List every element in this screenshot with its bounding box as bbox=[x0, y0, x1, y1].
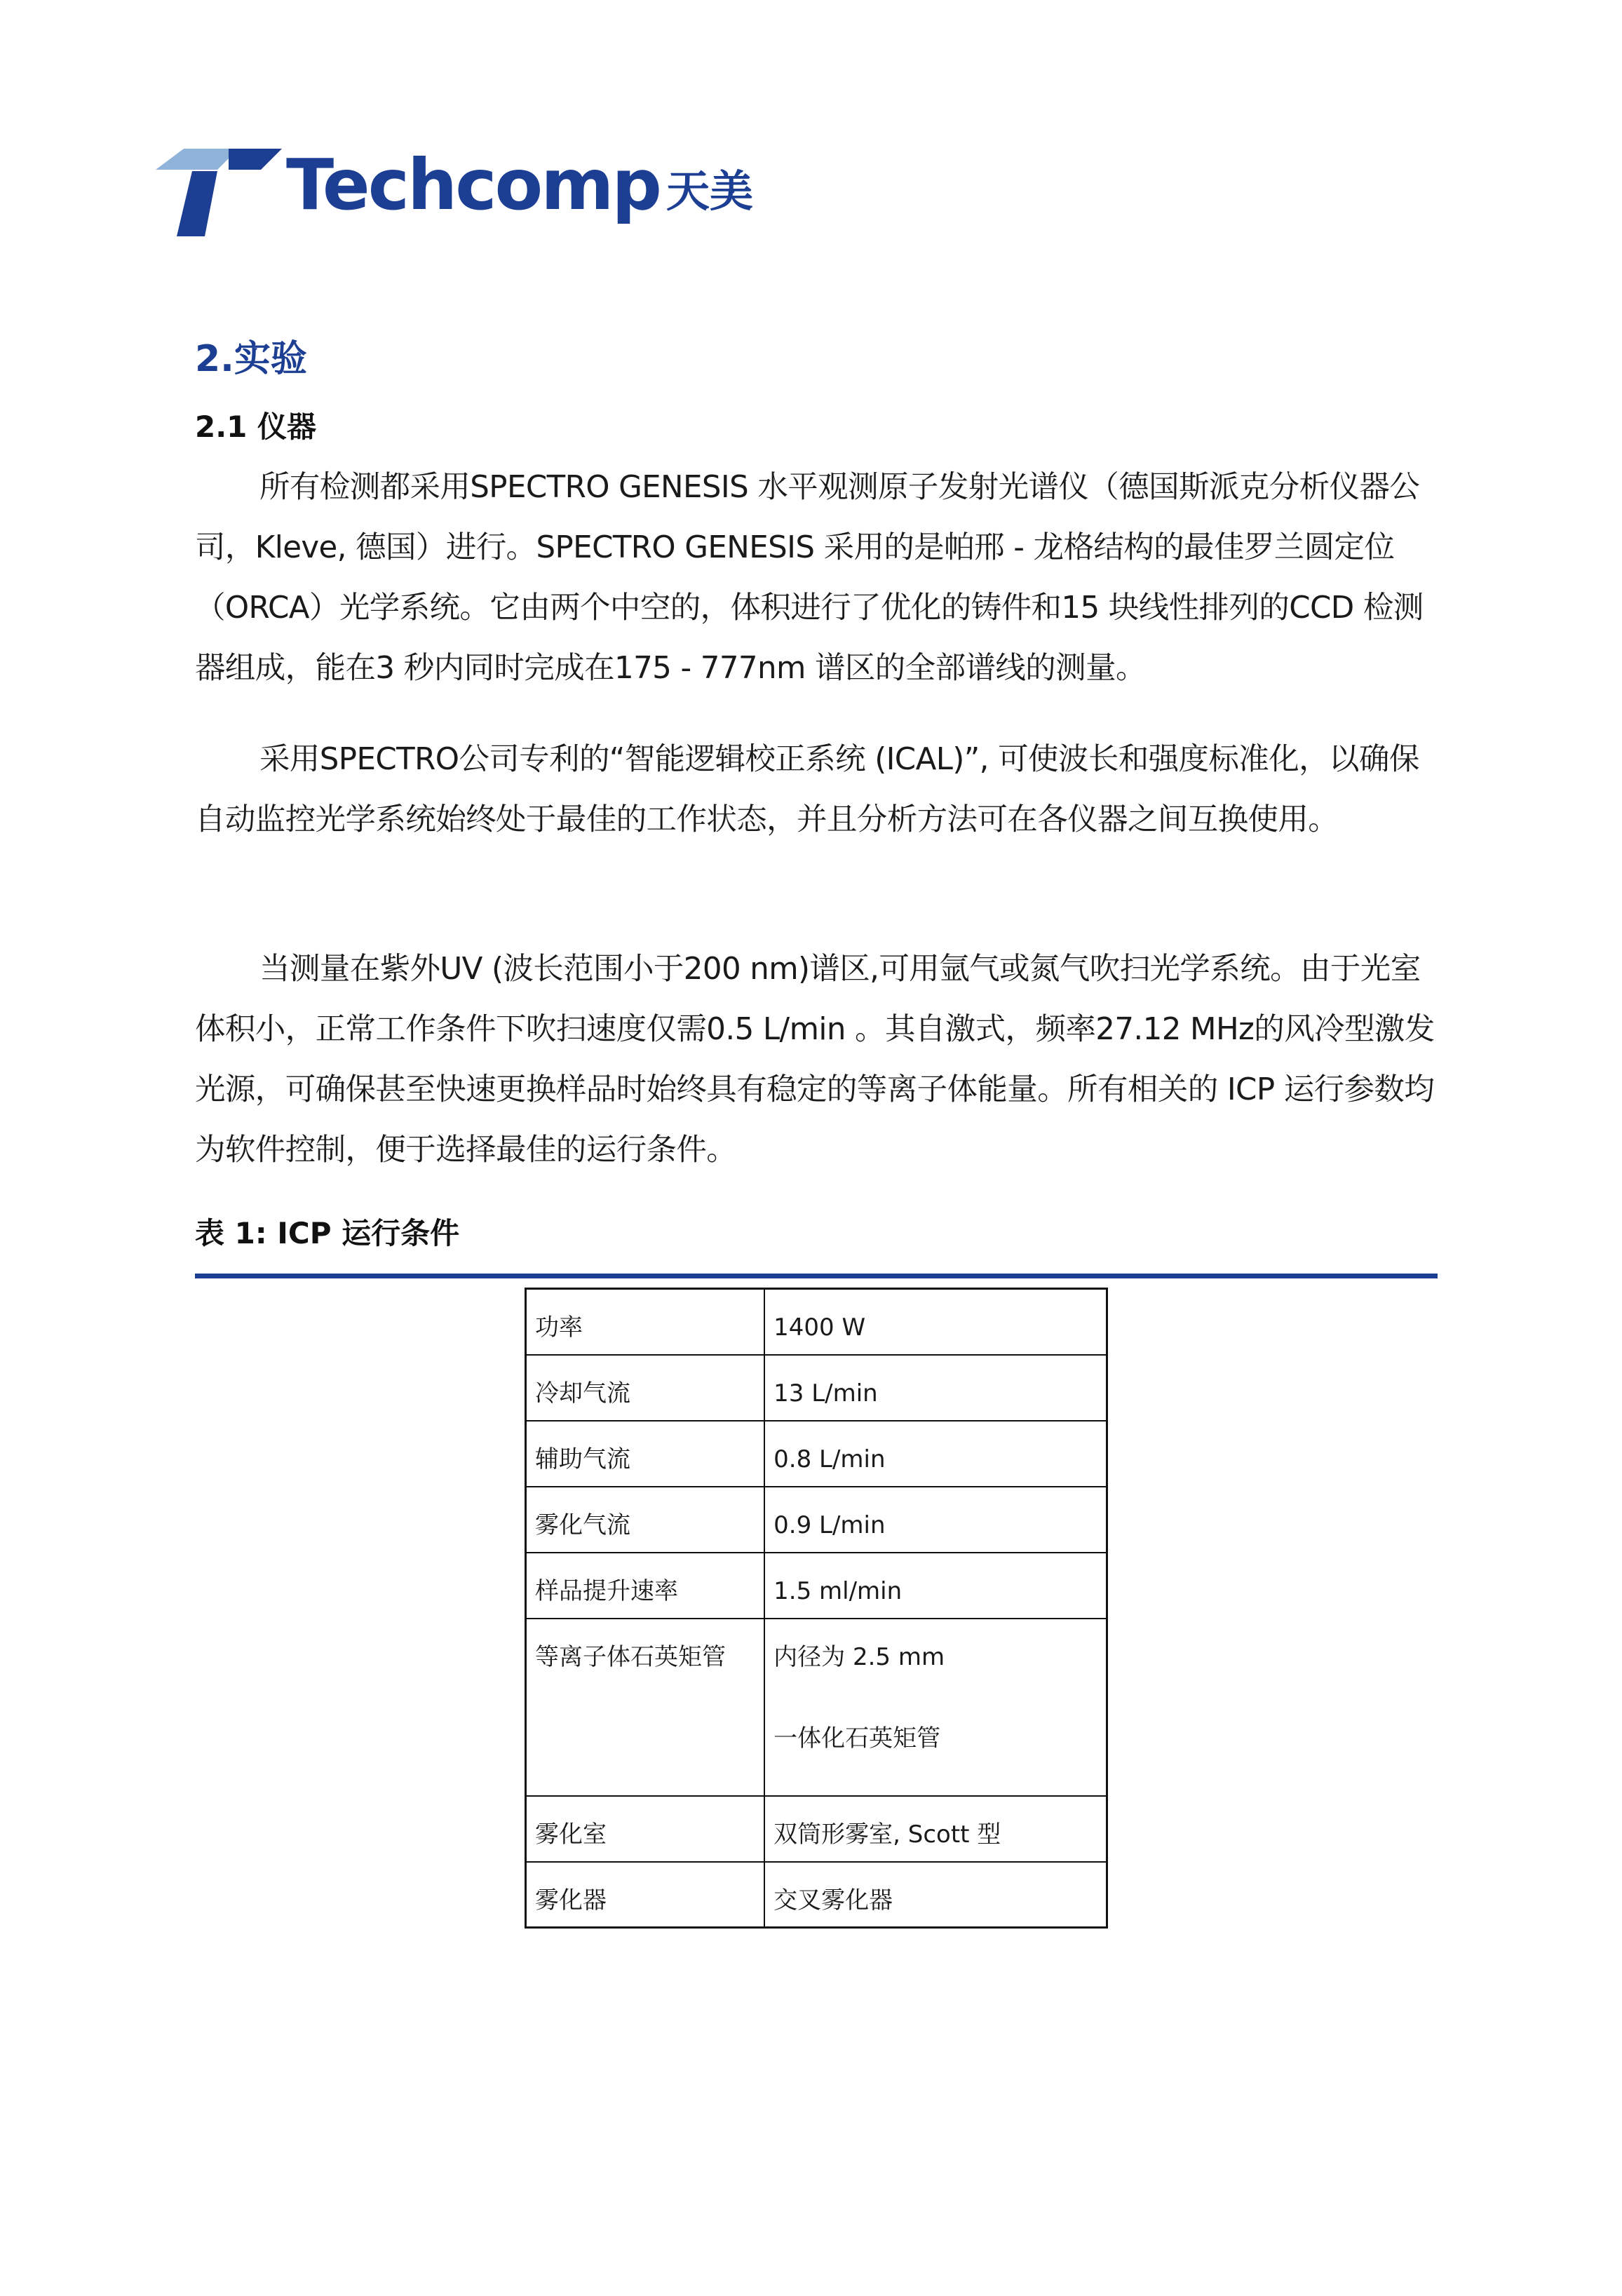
caption-divider bbox=[195, 1274, 1438, 1278]
table-cell-label: 样品提升速率 bbox=[526, 1553, 765, 1619]
paragraph-instrument: 所有检测都采用SPECTRO GENESIS 水平观测原子发射光谱仪（德国斯派克分析仪器公司，Kleve, 德国）进行。SPECTRO GENESIS 采用的是帕邢 - 龙格结构的最佳罗兰圆定位（ORCA）光学系统。它由两个中空的，体积进行了优化的铸件和15 块线性排列的CCD 检测器组成，能在3 秒内同时完成在175 - 777nm 谱区的全部谱线的测量。 bbox=[195, 470, 1424, 686]
table-row bbox=[526, 1862, 1107, 1928]
table-cell-value-line1: 内径为 2.5 mm bbox=[773, 1642, 945, 1671]
table-row bbox=[526, 1289, 1107, 1355]
subsection-title: 2.1 仪器 bbox=[195, 410, 317, 444]
table-row bbox=[526, 1553, 1107, 1619]
table-cell-value: 1400 W bbox=[764, 1289, 1107, 1355]
paragraph-ical: 采用SPECTRO公司专利的“智能逻辑校正系统 (ICAL)”, 可使波长和强度标准化，以确保自动监控光学系统始终处于最佳的工作状态，并且分析方法可在各仪器之间互换使用。 bbox=[195, 742, 1419, 837]
table-cell-label: 冷却气流 bbox=[526, 1355, 765, 1421]
company-logo bbox=[156, 144, 773, 240]
table-cell-value: 13 L/min bbox=[764, 1355, 1107, 1421]
table-row bbox=[526, 1619, 1107, 1796]
logo-wordmark: Techcomp bbox=[286, 144, 660, 226]
table-cell-value bbox=[764, 1619, 1107, 1796]
table-cell-label: 等离子体石英矩管 bbox=[526, 1619, 765, 1796]
icp-parameters-table bbox=[525, 1288, 1108, 1929]
logo-wordmark-cn: 天美 bbox=[666, 166, 754, 217]
paragraph-uv-purge: 当测量在紫外UV (波长范围小于200 nm)谱区,可用氩气或氮气吹扫光学系统。由于光室体积小，正常工作条件下吹扫速度仅需0.5 L/min 。其自激式，频率27.12 MHz的风冷型激发光源，可确保甚至快速更换样品时始终具有稳定的等离子体能量。所有相关的 ICP 运行参数均为软件控制，便于选择最佳的运行条件。 bbox=[195, 952, 1435, 1168]
table-cell-value: 1.5 ml/min bbox=[764, 1553, 1107, 1619]
techcomp-t-logo-icon bbox=[156, 149, 282, 236]
table-row bbox=[526, 1487, 1107, 1553]
table-cell-label: 雾化器 bbox=[526, 1862, 765, 1928]
table-cell-label: 辅助气流 bbox=[526, 1421, 765, 1487]
table-cell-value: 0.8 L/min bbox=[764, 1421, 1107, 1487]
table-cell-value-line2: 一体化石英矩管 bbox=[773, 1724, 941, 1753]
table-cell-value: 0.9 L/min bbox=[764, 1487, 1107, 1553]
table-cell-label: 雾化室 bbox=[526, 1796, 765, 1862]
table-row bbox=[526, 1355, 1107, 1421]
table-cell-value: 双筒形雾室, Scott 型 bbox=[764, 1796, 1107, 1862]
table-row bbox=[526, 1796, 1107, 1862]
table-row bbox=[526, 1421, 1107, 1487]
table-caption: 表 1: ICP 运行条件 bbox=[195, 1216, 460, 1250]
section-title: 2.实验 bbox=[195, 338, 307, 380]
table-cell-value: 交叉雾化器 bbox=[764, 1862, 1107, 1928]
table-cell-label: 雾化气流 bbox=[526, 1487, 765, 1553]
table-cell-label: 功率 bbox=[526, 1289, 765, 1355]
